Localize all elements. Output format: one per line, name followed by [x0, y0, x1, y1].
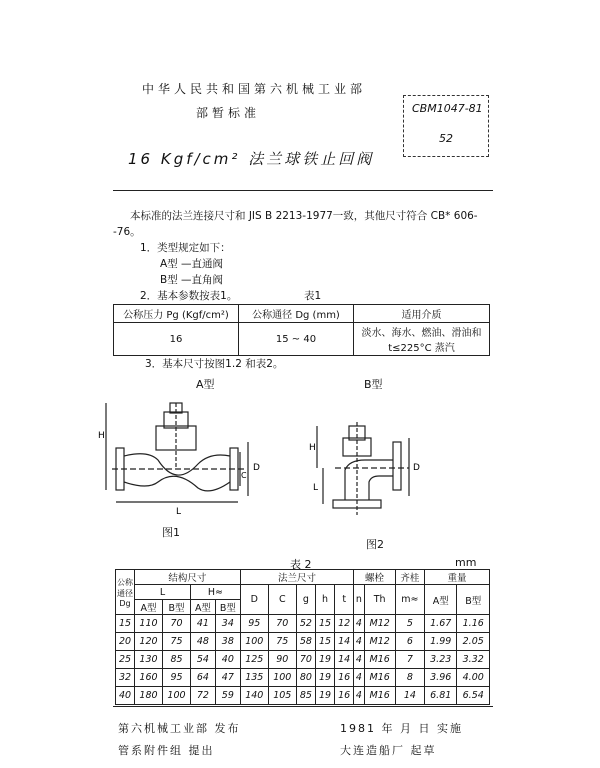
cell: 47: [215, 669, 240, 687]
t2-col-m: m≈: [395, 585, 424, 615]
table-2: [115, 569, 490, 705]
table2-label: 表 2: [290, 558, 312, 571]
cell: 4: [354, 651, 364, 669]
figure-2-caption: 图2: [366, 538, 384, 551]
cell: 15: [315, 615, 334, 633]
cell: 16: [335, 687, 354, 705]
cell: 15: [315, 633, 334, 651]
cell: 110: [135, 615, 163, 633]
cell: 135: [240, 669, 268, 687]
cell: 72: [191, 687, 216, 705]
footer-date: 1981 年 月 日 实施: [340, 722, 463, 735]
fig-a-label: A型: [196, 378, 215, 391]
cell: 20: [116, 633, 135, 651]
fig-b-label: B型: [364, 378, 383, 391]
t2-col-g: g: [296, 585, 315, 615]
cell: 12: [335, 615, 354, 633]
fig2-dim-H: H: [309, 443, 316, 453]
cell: 120: [135, 633, 163, 651]
cell: 100: [240, 633, 268, 651]
fig2-side-flange: [393, 442, 401, 490]
cell: 1.16: [457, 615, 490, 633]
cell: 14: [395, 687, 424, 705]
t2-col-LB: B型: [163, 600, 191, 615]
cell: 180: [135, 687, 163, 705]
figure-2-b-valve: [305, 420, 425, 535]
standard-category: 部暂标准: [196, 106, 261, 120]
cell: 85: [296, 687, 315, 705]
t1-cell-pressure: 16: [114, 323, 239, 356]
cell: 6: [395, 633, 424, 651]
cell: 54: [191, 651, 216, 669]
cell: 4: [354, 687, 364, 705]
cell: 25: [116, 651, 135, 669]
t1-header-bore: 公称通径 Dg (mm): [239, 305, 354, 323]
t2-header-bolt: 螺栓: [354, 570, 395, 585]
cell: 90: [268, 651, 296, 669]
t2-sub-L: L: [135, 585, 191, 600]
cell: 3.23: [425, 651, 457, 669]
cell: M16: [364, 651, 395, 669]
t2-col-HA: A型: [191, 600, 216, 615]
cell: 41: [191, 615, 216, 633]
cell: 95: [240, 615, 268, 633]
item-3: 3．基本尺寸按图1.2 和表2。: [145, 358, 284, 370]
fig1-dim-D: D: [253, 463, 260, 473]
cell: 95: [163, 669, 191, 687]
table-row: [116, 633, 490, 651]
t2-col-LA: A型: [135, 600, 163, 615]
item-1: 1．类型规定如下：: [140, 242, 231, 254]
cell: 4: [354, 633, 364, 651]
cell: M16: [364, 687, 395, 705]
t2-sub-H: H≈: [191, 585, 241, 600]
t2-col-t: t: [335, 585, 354, 615]
cell: M12: [364, 615, 395, 633]
cell: 32: [116, 669, 135, 687]
t2-col-wB: B型: [457, 585, 490, 615]
fig2-dim-L: L: [313, 483, 319, 493]
item-2: 2．基本参数按表1。: [140, 290, 238, 302]
cell: 6.81: [425, 687, 457, 705]
cell: 52: [296, 615, 315, 633]
cell: 70: [296, 651, 315, 669]
cell: 34: [215, 615, 240, 633]
cell: 125: [240, 651, 268, 669]
figure-1-caption: 图1: [162, 526, 180, 539]
type-a-desc: A型 —直通阀: [160, 258, 224, 270]
cell: 8: [395, 669, 424, 687]
t1-cell-bore: 15 ~ 40: [239, 323, 354, 356]
cell: 80: [296, 669, 315, 687]
cell: M12: [364, 633, 395, 651]
t1-cell-medium: 淡水、海水、燃油、滑油和 t≤225°C 蒸汽: [354, 323, 490, 356]
cell: 14: [335, 651, 354, 669]
cell: 15: [116, 615, 135, 633]
cell: 4.00: [457, 669, 490, 687]
table-row: [116, 651, 490, 669]
t2-col-D: D: [240, 585, 268, 615]
table-row: [116, 687, 490, 705]
t1-header-pressure: 公称压力 Pg (Kgf/cm²): [114, 305, 239, 323]
cell: 4: [354, 615, 364, 633]
cell: 48: [191, 633, 216, 651]
footer-issuer: 第六机械工业部 发布: [118, 722, 241, 735]
intro-line-1: 本标准的法兰连接尺寸和 JIS B 2213-1977一致，其他尺寸符合 CB* 606-: [130, 210, 478, 222]
t1-header-medium: 适用介质: [354, 305, 490, 323]
cell: 7: [395, 651, 424, 669]
t2-col-HB: B型: [215, 600, 240, 615]
footer-rule: [113, 706, 493, 707]
t2-col-wA: A型: [425, 585, 457, 615]
cell: 19: [315, 651, 334, 669]
cell: 6.54: [457, 687, 490, 705]
fig2-dim-D: D: [413, 463, 420, 473]
cell: 140: [240, 687, 268, 705]
cell: 100: [268, 669, 296, 687]
t2-col-h: h: [315, 585, 334, 615]
fig1-dim-H: H: [98, 431, 105, 441]
t2-header-structure: 结构尺寸: [135, 570, 241, 585]
document-title: 16 Kgf/cm² 法兰球铁止回阀: [128, 150, 375, 168]
table-1: [113, 304, 490, 356]
cell: 5: [395, 615, 424, 633]
table-row: [116, 615, 490, 633]
cell: 59: [215, 687, 240, 705]
table1-label: 表1: [304, 290, 322, 302]
footer-drafter: 大连造船厂 起草: [340, 744, 437, 757]
cell: 105: [268, 687, 296, 705]
intro-line-2: -76。: [113, 226, 141, 238]
cell: 75: [268, 633, 296, 651]
cell: 85: [163, 651, 191, 669]
cell: 64: [191, 669, 216, 687]
cell: 100: [163, 687, 191, 705]
cell: 19: [315, 669, 334, 687]
t2-col-C: C: [268, 585, 296, 615]
type-b-desc: B型 —直角阀: [160, 274, 224, 286]
cell: 1.99: [425, 633, 457, 651]
t2-col-n: n: [354, 585, 364, 615]
t2-header-flange: 法兰尺寸: [240, 570, 353, 585]
cell: 4: [354, 669, 364, 687]
footer-proposer: 管系附件组 提出: [118, 744, 215, 757]
cell: 160: [135, 669, 163, 687]
cell: 58: [296, 633, 315, 651]
standard-number-box: [403, 95, 489, 157]
t2-header-weight: 重量: [425, 570, 490, 585]
t2-header-dg: 公称通径 Dg: [116, 570, 135, 615]
cell: 3.32: [457, 651, 490, 669]
figure-1-a-valve: [98, 398, 268, 523]
cell: 75: [163, 633, 191, 651]
fig1-dim-L: L: [176, 507, 182, 517]
fig1-dim-C: C: [241, 471, 247, 480]
cell: 19: [315, 687, 334, 705]
cell: 40: [116, 687, 135, 705]
table-row: [116, 669, 490, 687]
t2-col-Th: Th: [364, 585, 395, 615]
cell: 1.67: [425, 615, 457, 633]
cell: 130: [135, 651, 163, 669]
cell: 40: [215, 651, 240, 669]
t2-header-nut: 齐桂: [395, 570, 424, 585]
cell: M16: [364, 669, 395, 687]
title-rule: [113, 190, 493, 191]
cell: 70: [163, 615, 191, 633]
ministry-name: 中华人民共和国第六机械工业部: [142, 82, 367, 96]
standard-number: CBM1047-81: [412, 102, 483, 115]
table2-unit: mm: [455, 556, 477, 569]
cell: 38: [215, 633, 240, 651]
page-number: 52: [439, 132, 453, 145]
cell: 14: [335, 633, 354, 651]
cell: 2.05: [457, 633, 490, 651]
cell: 70: [268, 615, 296, 633]
cell: 3.96: [425, 669, 457, 687]
cell: 16: [335, 669, 354, 687]
